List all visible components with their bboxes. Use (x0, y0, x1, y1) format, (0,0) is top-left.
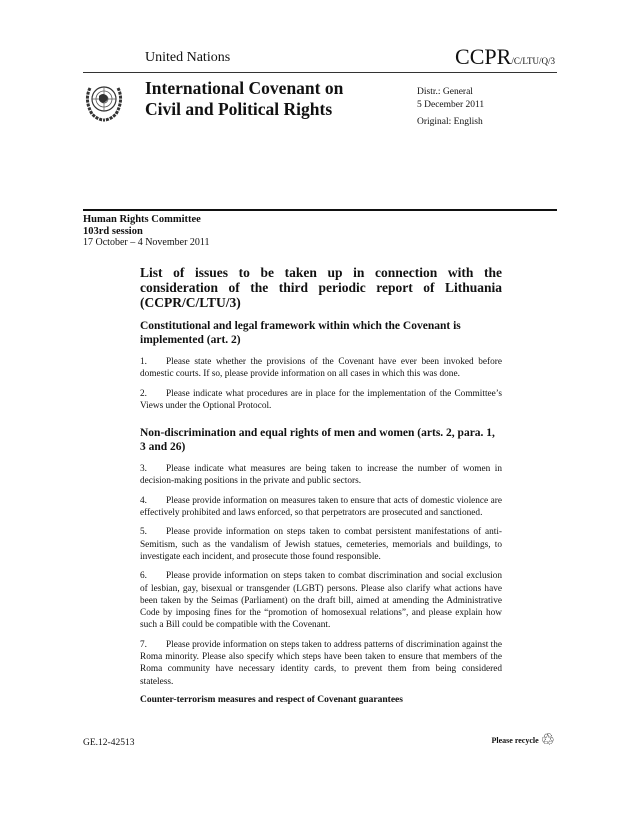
document-title: List of issues to be taken up in connection with the consideration of the third periodic report of Lithuania (CCPR/C/LTU/3) (140, 265, 502, 310)
paragraph-text: Please provide information on steps taken to combat persistent manifestations of anti-Semitism, such as the vandalism of Jewish statues, cemeteries, memorials and buildings, to investigate each incident, and prosecute those found responsible. (140, 527, 502, 562)
session-dates: 17 October – 4 November 2011 (83, 237, 210, 248)
document-body (140, 265, 502, 705)
thick-divider (83, 209, 557, 211)
session: 103rd session (83, 225, 143, 237)
paragraph (140, 570, 502, 631)
un-emblem-icon (82, 78, 126, 122)
recycle-text: Please recycle (491, 735, 539, 745)
header-divider (83, 72, 557, 73)
paragraph-number: 6. (140, 571, 147, 582)
title-line-2: Civil and Political Rights (145, 99, 333, 119)
paragraph-text: Please provide information on measures taken to ensure that acts of domestic violence are effectively prohibited and laws enforced, so that perpetrators are prosecuted and sanctioned. (140, 495, 502, 519)
paragraph (140, 463, 502, 488)
recycle-icon: ♲ (540, 732, 555, 749)
paragraph-number: 3. (140, 464, 147, 475)
section-heading: Constitutional and legal framework within which the Covenant is implemented (art. 2) (140, 320, 461, 346)
recycle-notice (492, 730, 556, 750)
organization-name: United Nations (145, 50, 231, 65)
job-number: GE.12-42513 (83, 738, 135, 748)
paragraph-text: Please indicate what measures are being taken to increase the number of women in decision-making positions in the private and public sectors. (140, 464, 502, 487)
symbol-suffix: /C/LTU/Q/3 (511, 56, 555, 66)
next-section-heading: Counter-terrorism measures and respect of Covenant guarantees (140, 694, 403, 705)
paragraph (140, 526, 502, 563)
paragraph (140, 639, 502, 688)
distribution-info (417, 86, 484, 112)
paragraph-text: Please provide information on steps taken to address patterns of discrimination against the Roma minority. Please also specify which steps have been taken to ensure that members of the Roma community have necessary identity cards, to prevent them from being considered stateless. (140, 639, 502, 687)
committee-name: Human Rights Committee (83, 214, 201, 225)
paragraph (140, 356, 502, 381)
paragraph-text: Please indicate what procedures are in place for the implementation of the Committee’s Views under the Optional Protocol. (140, 388, 502, 411)
committee-info (83, 214, 210, 249)
paragraph-number: 2. (140, 388, 147, 399)
paragraph-number: 5. (140, 527, 147, 538)
paragraph-number: 4. (140, 495, 147, 506)
paragraph-text: Please state whether the provisions of the Covenant have ever been invoked before domestic courts. If so, please provide information on all cases in which this was done. (140, 357, 502, 380)
distribution: Distr.: General (417, 87, 473, 97)
original-language: Original: English (417, 117, 483, 127)
paragraph-text: Please provide information on steps taken to combat discrimination and social exclusion of lesbian, gay, bisexual or transgender (LGBT) persons. Please also clarify what actions have been taken by the Seimas (Parliament) on the draft bill, aimed at amending the Administrative Code by imposing fines for the “promotion of homosexual relations”, and please explain how such a Bill could be compatible with the Covenant. (140, 571, 502, 631)
paragraph-number: 1. (140, 357, 147, 367)
issue-date: 5 December 2011 (417, 100, 485, 110)
paragraph (140, 495, 502, 520)
paragraph-number: 7. (140, 639, 147, 650)
covenant-title (145, 78, 343, 120)
symbol-main: CCPR (455, 44, 512, 69)
paragraph (140, 388, 502, 413)
title-line-1: International Covenant on (145, 78, 344, 98)
document-symbol (455, 44, 555, 70)
section-heading: Non-discrimination and equal rights of men and women (arts. 2, para. 1, 3 and 26) (140, 427, 495, 454)
